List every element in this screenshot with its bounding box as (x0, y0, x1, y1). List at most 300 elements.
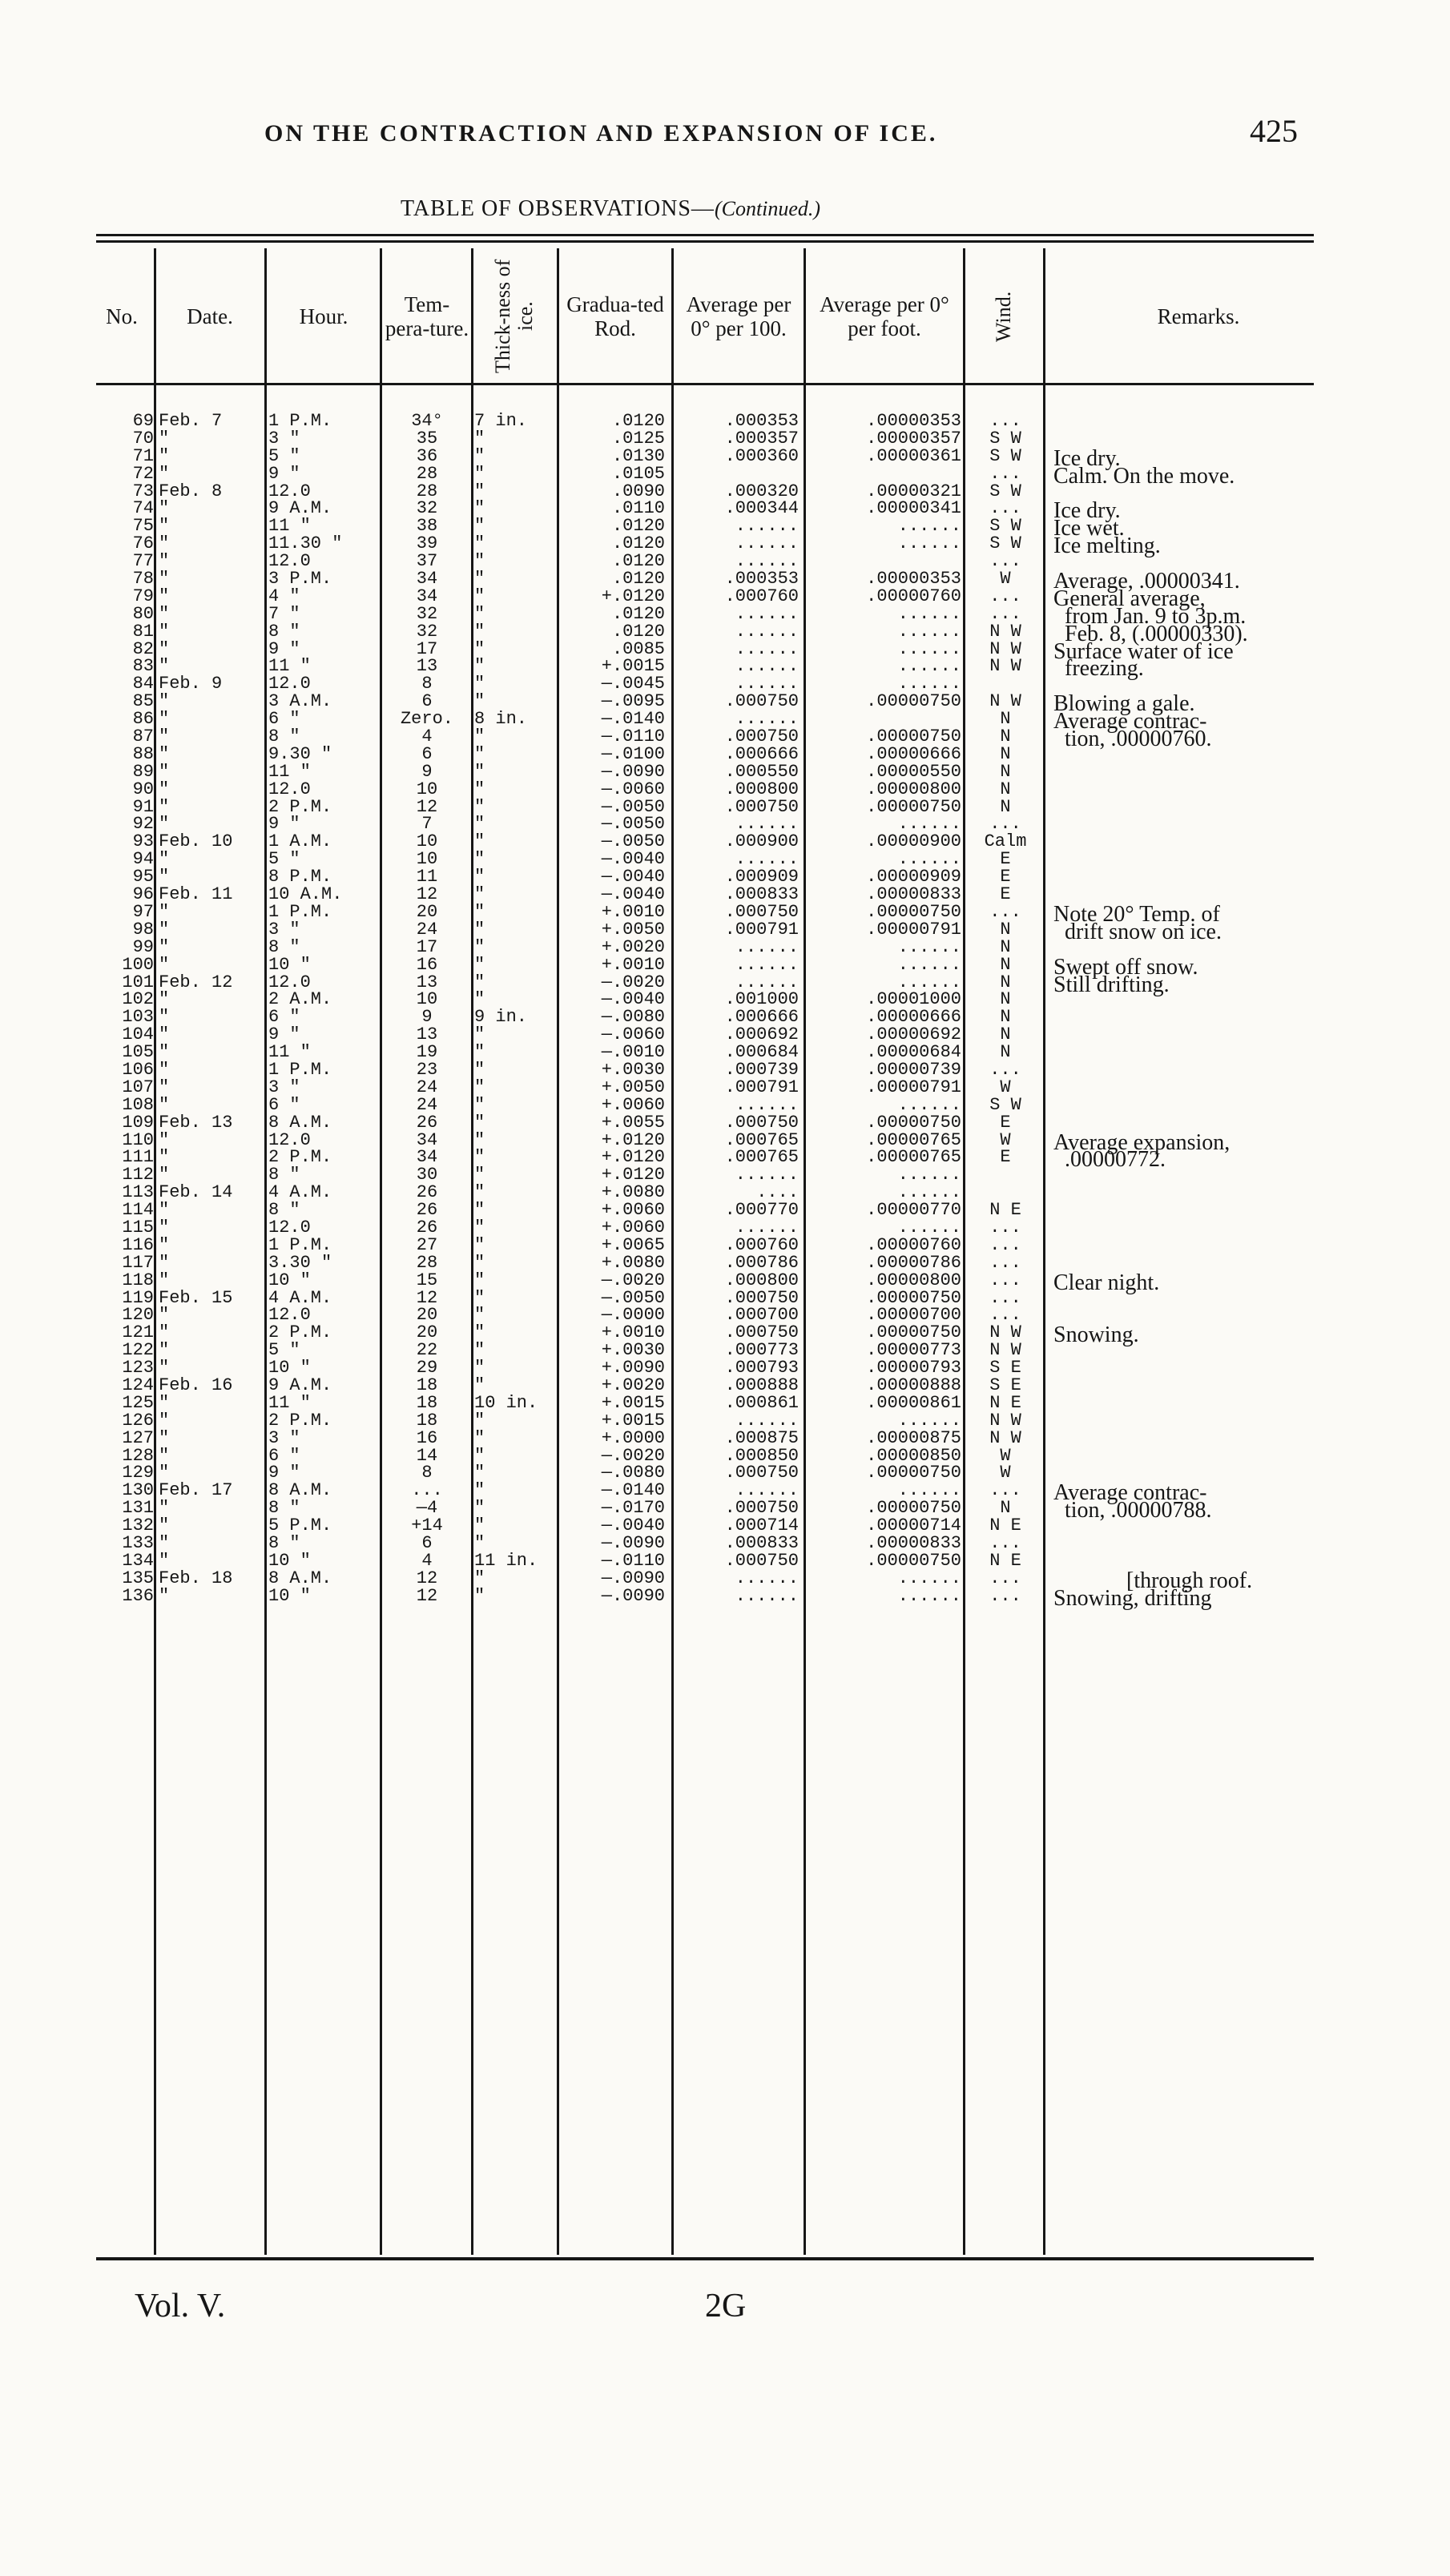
cell-rod: .0085 (611, 638, 665, 659)
cell-avgft: ...... (897, 603, 961, 624)
table-row (0, 1219, 1450, 1237)
cell-no: 75 (132, 516, 154, 537)
col-header-no: No. (106, 304, 138, 328)
cell-wind: ... (989, 498, 1021, 519)
cell-date: " (159, 569, 170, 590)
cell-remarks: Still drifting. (1053, 972, 1170, 997)
cell-avg100: .000750 (724, 1498, 799, 1519)
cell-avg100: .000692 (724, 1024, 799, 1045)
cell-hour: 8 P.M. (268, 867, 332, 888)
cell-hour: 3 " (268, 919, 300, 940)
cell-thick: " (474, 954, 485, 975)
cell-date: " (159, 603, 170, 624)
cell-avgft: .00000900 (866, 831, 961, 852)
cell-date: " (159, 954, 170, 975)
cell-rod: +.0020 (601, 1375, 665, 1395)
cell-temp: 13 (416, 972, 438, 992)
col-header-avg-per-foot: Average per 0° per foot. (820, 292, 949, 340)
cell-rod: —.0020 (601, 972, 665, 992)
cell-temp: 38 (416, 516, 438, 537)
cell-avg100: .000791 (724, 1077, 799, 1097)
cell-avg100: .000833 (724, 884, 799, 905)
cell-no: 133 (122, 1533, 154, 1553)
cell-no: 81 (132, 621, 154, 642)
cell-temp: 34 (416, 586, 438, 606)
cell-date: " (159, 1217, 170, 1238)
cell-no: 96 (132, 884, 154, 905)
cell-hour: 3 A.M. (268, 691, 332, 712)
cell-avg100: .000800 (724, 779, 799, 799)
cell-no: 106 (122, 1059, 154, 1080)
cell-avg100: ...... (735, 954, 799, 975)
cell-rod: .0125 (611, 428, 665, 449)
cell-avgft: .00000750 (866, 1463, 961, 1483)
cell-temp: 4 (421, 1550, 433, 1571)
cell-date: " (159, 867, 170, 888)
cell-rod: +.0050 (601, 1077, 665, 1097)
cell-thick: " (474, 1270, 485, 1290)
cell-no: 83 (132, 656, 154, 677)
cell-thick: " (474, 1112, 485, 1133)
cell-avg100: .000357 (724, 428, 799, 449)
cell-temp: 28 (416, 1252, 438, 1273)
cell-temp: 10 (416, 779, 438, 799)
cell-avgft: .00000666 (866, 1007, 961, 1028)
cell-wind: Calm (984, 831, 1027, 852)
cell-avg100: ...... (735, 849, 799, 870)
cell-avg100: ...... (735, 936, 799, 957)
cell-wind: E (1000, 849, 1011, 870)
cell-avgft: .00000750 (866, 1112, 961, 1133)
cell-avgft: ...... (897, 814, 961, 835)
cell-avgft: ...... (897, 1182, 961, 1203)
cell-wind: S E (989, 1358, 1021, 1379)
cell-date: " (159, 743, 170, 764)
cell-temp: 7 (421, 814, 433, 835)
cell-date: " (159, 1200, 170, 1221)
cell-hour: 5 P.M. (268, 1515, 332, 1536)
cell-temp: ... (411, 1480, 443, 1501)
cell-avg100: .000714 (724, 1515, 799, 1536)
cell-rod: +.0120 (601, 1165, 665, 1185)
cell-wind: N (1000, 936, 1011, 957)
table-title-main: TABLE OF OBSERVATIONS— (401, 196, 715, 221)
cell-thick: " (474, 1410, 485, 1431)
cell-no: 78 (132, 569, 154, 590)
cell-remarks: Average contrac- (1053, 709, 1207, 735)
table-row (0, 1412, 1450, 1430)
cell-hour: 3 " (268, 428, 300, 449)
table-row (0, 1427, 1450, 1448)
cell-wind: ... (989, 1305, 1021, 1326)
table-row (0, 763, 1450, 781)
cell-thick: " (474, 884, 485, 905)
cell-no: 93 (132, 831, 154, 852)
cell-date: " (159, 516, 170, 537)
cell-rod: .0090 (611, 481, 665, 501)
cell-date: " (159, 1533, 170, 1553)
cell-hour: 11 " (268, 656, 311, 677)
cell-wind: N W (989, 1427, 1021, 1448)
cell-hour: 10 " (268, 954, 311, 975)
table-row (0, 1498, 1450, 1523)
cell-no: 118 (122, 1270, 154, 1290)
cell-no: 88 (132, 743, 154, 764)
cell-temp: 27 (416, 1234, 438, 1255)
table-top-rule-2 (96, 240, 1314, 243)
cell-thick: 8 in. (474, 709, 528, 730)
cell-hour: 8 " (268, 727, 300, 747)
table-row (0, 1061, 1450, 1079)
cell-no: 101 (122, 972, 154, 992)
table-row (0, 569, 1450, 594)
cell-temp: 29 (416, 1358, 438, 1379)
cell-date: " (159, 586, 170, 606)
cell-avgft: .00000750 (866, 901, 961, 922)
cell-no: 103 (122, 1007, 154, 1028)
running-head: ON THE CONTRACTION AND EXPANSION OF ICE. (264, 120, 938, 147)
cell-remarks: Clear night. (1053, 1270, 1160, 1295)
table-row (0, 656, 1450, 682)
cell-rod: +.0015 (601, 1392, 665, 1413)
cell-avg100: .000360 (724, 445, 799, 466)
cell-date: " (159, 656, 170, 677)
cell-remarks: from Jan. 9 to 3p.m. (1053, 603, 1247, 629)
cell-thick: " (474, 638, 485, 659)
cell-hour: 8 A.M. (268, 1568, 332, 1588)
cell-thick: " (474, 498, 485, 519)
cell-date: " (159, 428, 170, 449)
table-row (0, 1392, 1450, 1413)
table-title (401, 196, 820, 222)
cell-avg100: .000760 (724, 586, 799, 606)
cell-no: 84 (132, 674, 154, 694)
cell-temp: 30 (416, 1165, 438, 1185)
cell-wind: ... (989, 586, 1021, 606)
cell-avg100: .000666 (724, 743, 799, 764)
cell-avgft: .00000875 (866, 1427, 961, 1448)
cell-remarks: Ice melting. (1053, 533, 1161, 559)
table-row (0, 936, 1450, 957)
cell-no: 108 (122, 1094, 154, 1115)
cell-avgft: .00000850 (866, 1445, 961, 1466)
cell-date: " (159, 796, 170, 817)
cell-date: " (159, 1358, 170, 1379)
cell-rod: +.0090 (601, 1358, 665, 1379)
cell-temp: 34 (416, 1147, 438, 1168)
cell-avgft: .00000765 (866, 1147, 961, 1168)
cell-remarks: Swept off snow. (1053, 954, 1198, 980)
cell-wind: N W (989, 621, 1021, 642)
cell-hour: 9 " (268, 1463, 300, 1483)
cell-avg100: .000861 (724, 1392, 799, 1413)
cell-rod: +.0015 (601, 1410, 665, 1431)
cell-avgft: .00001000 (866, 989, 961, 1010)
table-row (0, 1322, 1450, 1348)
cell-hour: 4 A.M. (268, 1287, 332, 1308)
cell-avgft: ...... (897, 638, 961, 659)
cell-date: " (159, 638, 170, 659)
table-row (0, 1480, 1450, 1506)
cell-date: " (159, 1463, 170, 1483)
cell-date: " (159, 761, 170, 782)
cell-thick: " (474, 1498, 485, 1519)
cell-date: " (159, 1129, 170, 1150)
cell-avg100: ...... (735, 516, 799, 537)
cell-rod: —.0040 (601, 849, 665, 870)
cell-date: " (159, 1322, 170, 1343)
cell-no: 136 (122, 1585, 154, 1606)
cell-no: 119 (122, 1287, 154, 1308)
cell-temp: 13 (416, 1024, 438, 1045)
cell-rod: .0120 (611, 411, 665, 431)
table-title-suffix: (Continued.) (714, 197, 821, 220)
cell-thick: " (474, 972, 485, 992)
cell-no: 109 (122, 1112, 154, 1133)
table-row (0, 868, 1450, 886)
cell-rod: —.0095 (601, 691, 665, 712)
cell-no: 102 (122, 989, 154, 1010)
cell-no: 123 (122, 1358, 154, 1379)
cell-avg100: .000875 (724, 1427, 799, 1448)
cell-wind: E (1000, 1112, 1011, 1133)
cell-rod: +.0010 (601, 901, 665, 922)
cell-no: 72 (132, 463, 154, 484)
cell-no: 128 (122, 1445, 154, 1466)
cell-avg100: .000850 (724, 1445, 799, 1466)
cell-remarks: Ice dry. (1053, 445, 1121, 471)
cell-avgft: .00000361 (866, 445, 961, 466)
cell-hour: 8 " (268, 1165, 300, 1185)
cell-avgft: .00000714 (866, 1515, 961, 1536)
cell-avg100: ...... (735, 551, 799, 572)
table-bottom-rule (96, 2257, 1314, 2260)
cell-wind: ... (989, 814, 1021, 835)
cell-rod: +.0080 (601, 1182, 665, 1203)
cell-date: " (159, 1585, 170, 1606)
cell-temp: 11 (416, 867, 438, 888)
cell-wind: N W (989, 1410, 1021, 1431)
cell-hour: 10 " (268, 1585, 311, 1606)
cell-hour: 8 A.M. (268, 1480, 332, 1501)
cell-avgft: .00000760 (866, 1234, 961, 1255)
cell-thick: " (474, 1480, 485, 1501)
cell-temp: 12 (416, 796, 438, 817)
cell-rod: —.0170 (601, 1498, 665, 1519)
cell-hour: 8 " (268, 1498, 300, 1519)
cell-hour: 4 " (268, 586, 300, 606)
cell-rod: —.0040 (601, 989, 665, 1010)
cell-temp: 8 (421, 674, 433, 694)
cell-avg100: ...... (735, 1165, 799, 1185)
cell-date: " (159, 1270, 170, 1290)
cell-avgft: .00000773 (866, 1340, 961, 1361)
cell-temp: 26 (416, 1112, 438, 1133)
cell-temp: 28 (416, 481, 438, 501)
cell-wind: N W (989, 1340, 1021, 1361)
cell-avg100: ...... (735, 1217, 799, 1238)
cell-temp: 6 (421, 1533, 433, 1553)
cell-thick: " (474, 533, 485, 554)
cell-date: Feb. 11 (159, 884, 233, 905)
table-row (0, 621, 1450, 646)
col-header-temperature: Tem-pera-ture. (385, 292, 469, 340)
cell-thick: 10 in. (474, 1392, 538, 1413)
cell-avgft: ...... (897, 972, 961, 992)
cell-hour: 9 A.M. (268, 498, 332, 519)
cell-avg100: .000888 (724, 1375, 799, 1395)
table-row (0, 709, 1450, 735)
cell-rod: +.0030 (601, 1340, 665, 1361)
cell-wind: N (1000, 796, 1011, 817)
cell-rod: —.0060 (601, 779, 665, 799)
cell-date: Feb. 8 (159, 481, 223, 501)
cell-wind: ... (989, 1252, 1021, 1273)
table-row (0, 991, 1450, 1008)
cell-avgft: .00000750 (866, 691, 961, 712)
cell-wind: N (1000, 1007, 1011, 1028)
cell-wind: N (1000, 709, 1011, 730)
table-row (0, 483, 1450, 501)
table-row (0, 972, 1450, 997)
cell-temp: 10 (416, 831, 438, 852)
cell-thick: " (474, 1358, 485, 1379)
cell-date: Feb. 18 (159, 1568, 233, 1588)
cell-hour: 2 P.M. (268, 1322, 332, 1343)
cell-avgft: .00000750 (866, 796, 961, 817)
observation-rows (0, 411, 1450, 1611)
table-row (0, 1147, 1450, 1173)
cell-no: 115 (122, 1217, 154, 1238)
table-row (0, 413, 1450, 430)
cell-hour: 2 P.M. (268, 796, 332, 817)
table-row (0, 1114, 1450, 1132)
cell-hour: 8 " (268, 936, 300, 957)
cell-thick: 11 in. (474, 1550, 538, 1571)
cell-wind: N E (989, 1392, 1021, 1413)
cell-rod: —.0090 (601, 1533, 665, 1553)
table-row (0, 815, 1450, 833)
cell-avgft: .00000909 (866, 867, 961, 888)
cell-wind: N (1000, 954, 1011, 975)
cell-thick: " (474, 1165, 485, 1185)
cell-no: 100 (122, 954, 154, 975)
cell-avg100: ...... (735, 814, 799, 835)
cell-thick: 9 in. (474, 1007, 528, 1028)
cell-avg100: .000750 (724, 1287, 799, 1308)
cell-date: " (159, 498, 170, 519)
cell-thick: " (474, 516, 485, 537)
cell-avgft: .00000786 (866, 1252, 961, 1273)
cell-avgft: .00000791 (866, 919, 961, 940)
cell-avgft: .00000550 (866, 761, 961, 782)
cell-no: 112 (122, 1165, 154, 1185)
cell-date: Feb. 15 (159, 1287, 233, 1308)
cell-temp: 8 (421, 1463, 433, 1483)
cell-avgft: .00000833 (866, 884, 961, 905)
cell-temp: 26 (416, 1217, 438, 1238)
cell-avg100: .000750 (724, 1550, 799, 1571)
cell-wind: N W (989, 1322, 1021, 1343)
cell-hour: 12.0 (268, 481, 311, 501)
cell-wind: S W (989, 1094, 1021, 1115)
cell-temp: 24 (416, 1077, 438, 1097)
cell-avgft: .00000353 (866, 411, 961, 431)
cell-avg100: .000773 (724, 1340, 799, 1361)
cell-rod: —.0090 (601, 1568, 665, 1588)
cell-avgft: ...... (897, 1094, 961, 1115)
cell-thick: " (474, 551, 485, 572)
cell-temp: 9 (421, 1007, 433, 1028)
cell-date: " (159, 1007, 170, 1028)
cell-remarks: Feb. 8, (.00000330). (1053, 621, 1248, 646)
table-row (0, 1552, 1450, 1570)
cell-temp: 32 (416, 498, 438, 519)
cell-temp: 18 (416, 1410, 438, 1431)
cell-date: " (159, 709, 170, 730)
cell-rod: —.0100 (601, 743, 665, 764)
cell-wind: ... (989, 603, 1021, 624)
cell-rod: —.0080 (601, 1463, 665, 1483)
cell-thick: " (474, 428, 485, 449)
table-row (0, 1079, 1450, 1097)
cell-avg100: .000909 (724, 867, 799, 888)
cell-avgft: ...... (897, 621, 961, 642)
cell-hour: 12.0 (268, 1129, 311, 1150)
cell-date: " (159, 1077, 170, 1097)
cell-avgft: ...... (897, 1585, 961, 1606)
cell-date: " (159, 1252, 170, 1273)
cell-remarks: Calm. On the move. (1053, 463, 1235, 489)
cell-rod: —.0050 (601, 1287, 665, 1308)
cell-rod: +.0030 (601, 1059, 665, 1080)
cell-rod: —.0000 (601, 1305, 665, 1326)
cell-temp: 24 (416, 919, 438, 940)
cell-rod: +.0120 (601, 586, 665, 606)
cell-wind: ... (989, 411, 1021, 431)
cell-wind: S W (989, 445, 1021, 466)
header-bottom-rule (96, 383, 1314, 385)
cell-wind: E (1000, 884, 1011, 905)
cell-rod: +.0060 (601, 1200, 665, 1221)
cell-date: " (159, 1165, 170, 1185)
cell-wind: N (1000, 761, 1011, 782)
cell-hour: 9 " (268, 638, 300, 659)
cell-hour: 1 P.M. (268, 901, 332, 922)
cell-temp: 34 (416, 1129, 438, 1150)
cell-hour: 8 " (268, 1533, 300, 1553)
cell-thick: " (474, 779, 485, 799)
cell-avgft: ...... (897, 533, 961, 554)
cell-no: 73 (132, 481, 154, 501)
cell-avgft: .00000357 (866, 428, 961, 449)
cell-rod: +.0080 (601, 1252, 665, 1273)
cell-rod: .0120 (611, 621, 665, 642)
cell-avg100: .000320 (724, 481, 799, 501)
cell-hour: 12.0 (268, 1305, 311, 1326)
cell-no: 90 (132, 779, 154, 799)
cell-date: " (159, 1305, 170, 1326)
cell-thick: " (474, 1322, 485, 1343)
cell-thick: " (474, 463, 485, 484)
cell-remarks: drift snow on ice. (1053, 919, 1222, 944)
cell-no: 85 (132, 691, 154, 712)
cell-thick: " (474, 691, 485, 712)
cell-no: 76 (132, 533, 154, 554)
table-row (0, 1129, 1450, 1155)
cell-temp: 18 (416, 1375, 438, 1395)
cell-rod: .0105 (611, 463, 665, 484)
